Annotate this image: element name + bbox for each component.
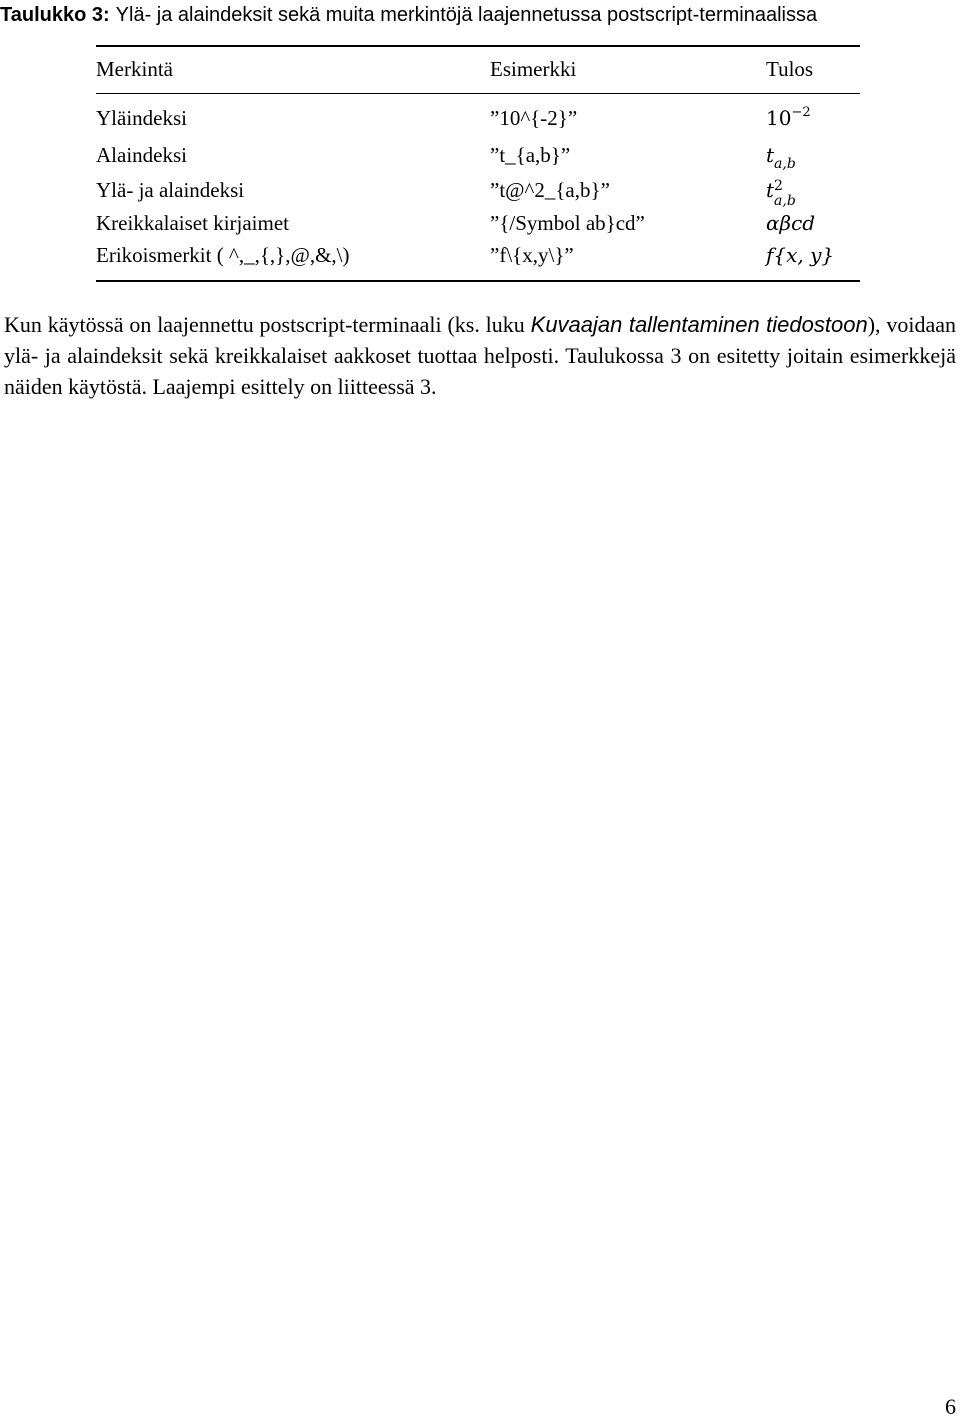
caption-label: Taulukko 3:: [0, 4, 110, 26]
table-row: [96, 139, 860, 175]
notation-table: [96, 45, 860, 282]
row-result: αβcd: [766, 210, 816, 235]
header-tulos: Tulos: [766, 57, 814, 81]
result-superscript: 2: [774, 177, 783, 194]
table-bottom-rule: [96, 280, 860, 282]
result-base: 10: [766, 106, 792, 130]
table-caption: [0, 2, 960, 27]
row-result: [766, 102, 860, 139]
row-example: ”{/Symbol ab}cd”: [490, 210, 645, 235]
caption-text: Ylä- ja alaindeksit sekä muita merkintöjä laajennetussa postscript-terminaalissa: [115, 4, 818, 26]
result-base: t: [766, 142, 775, 167]
row-example: ”10^{-2}”: [490, 106, 578, 130]
paragraph-text-end: ), voidaan ylä- ja alaindeksit sekä kreikkalaiset aakkoset tuottaa helposti. Taulukossa 3 on esitetty joitain esimerkkejä näiden käytöstä. Laajempi esittely on liitteessä 3.: [4, 312, 957, 399]
result-subscript: a,b: [774, 192, 796, 209]
row-example: ”t@^2_{a,b}”: [490, 178, 610, 202]
row-name: Yläindeksi: [96, 106, 187, 130]
page-number: 6: [945, 1394, 956, 1419]
row-name: Ylä- ja alaindeksi: [96, 178, 245, 202]
table-top-rule: [96, 45, 860, 47]
row-example: ”t_{a,b}”: [490, 142, 571, 167]
paragraph-text-start: Kun käytössä on laajennettu postscript-terminaali (ks. luku: [4, 312, 531, 337]
row-name: Erikoismerkit ( ^,_,{,},@,&,\): [96, 243, 350, 267]
table-row: [96, 207, 860, 240]
result-superscript: −2: [791, 105, 811, 120]
row-result: f{x, y}: [766, 243, 835, 267]
body-paragraph: [4, 309, 956, 402]
table-header-row: [96, 54, 860, 84]
table-row: [96, 239, 860, 272]
chapter-reference: Kuvaajan tallentaminen tiedostoon: [530, 312, 868, 337]
result-base: t: [766, 178, 775, 202]
row-result: [766, 174, 860, 207]
table-header-rule: [96, 93, 860, 94]
table-row: [96, 174, 860, 207]
result-subscript: a,b: [774, 155, 796, 172]
header-esimerkki: Esimerkki: [490, 57, 577, 81]
row-name: Kreikkalaiset kirjaimet: [96, 210, 290, 235]
table-row: [96, 102, 860, 139]
row-name: Alaindeksi: [96, 142, 187, 167]
row-example: ”f\{x,y\}”: [490, 243, 574, 267]
header-merkinta: Merkintä: [96, 57, 173, 81]
